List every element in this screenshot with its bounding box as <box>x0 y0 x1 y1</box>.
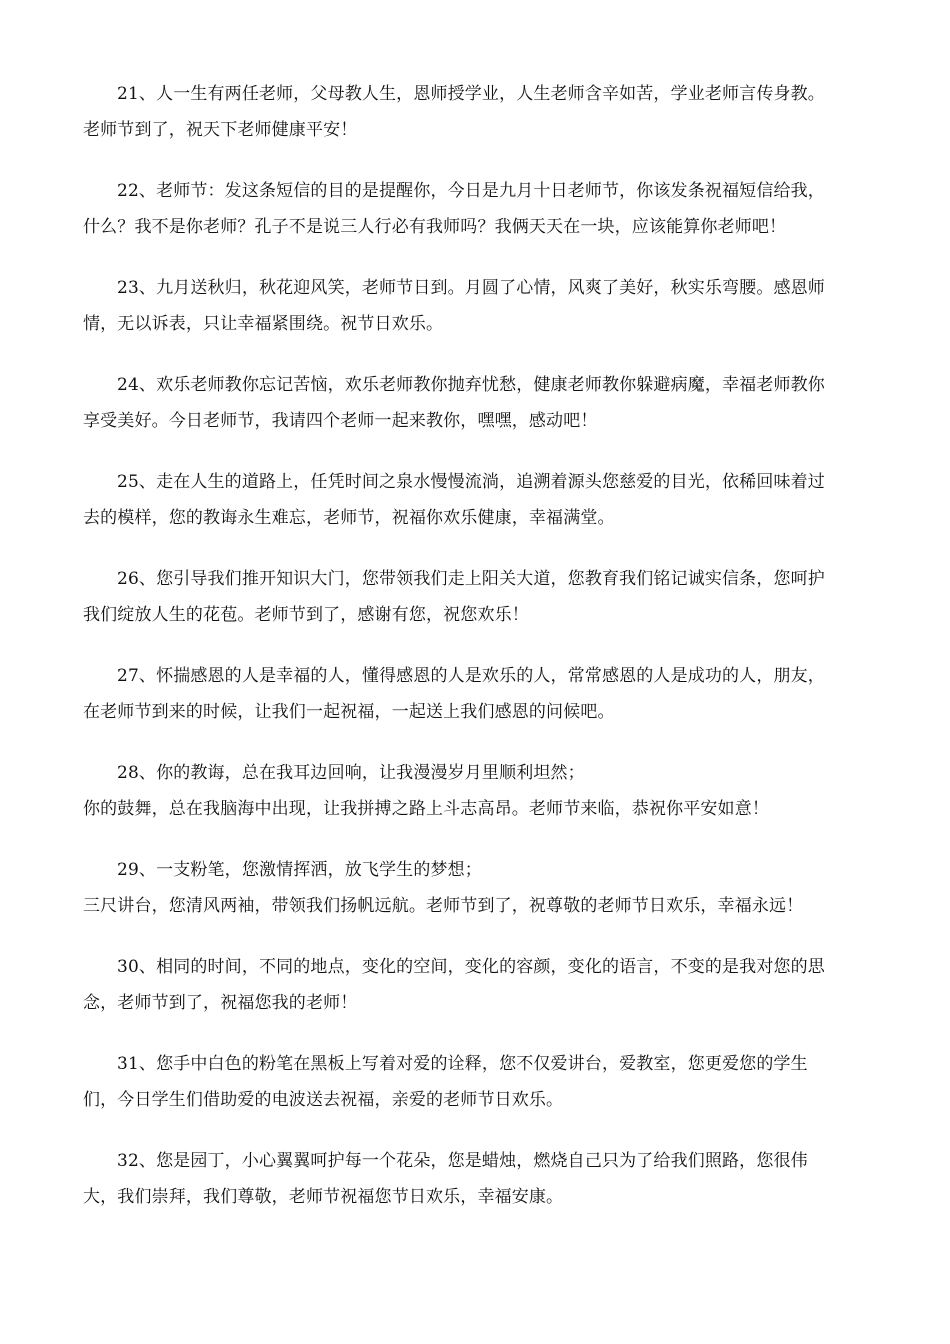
paragraph-line: 你的鼓舞，总在我脑海中出现，让我拼搏之路上斗志高昂。老师节来临，恭祝你平安如意！ <box>83 799 769 819</box>
paragraph-line: 26、您引导我们推开知识大门，您带领我们走上阳关大道，您教育我们铭记诚实信条，您呵护 <box>117 569 825 589</box>
paragraph-line: 享受美好。今日老师节，我请四个老师一起来教你，嘿嘿，感动吧！ <box>83 411 598 431</box>
document-body <box>83 76 863 1240</box>
paragraph-line: 25、走在人生的道路上，任凭时间之泉水慢慢流淌，追溯着源头您慈爱的目光，依稀回味着过 <box>117 472 825 492</box>
paragraph-28 <box>83 755 863 827</box>
paragraph-line: 24、欢乐老师教你忘记苦恼，欢乐老师教你抛弃忧愁，健康老师教你躲避病魔，幸福老师教你 <box>117 375 825 395</box>
paragraph-line: 去的模样，您的教诲永生难忘，老师节，祝福你欢乐健康，幸福满堂。 <box>83 508 615 528</box>
paragraph-25 <box>83 464 863 536</box>
paragraph-line: 情，无以诉表，只让幸福紧围绕。祝节日欢乐。 <box>83 314 444 334</box>
paragraph-26 <box>83 561 863 633</box>
paragraph-line: 我们绽放人生的花苞。老师节到了，感谢有您，祝您欢乐！ <box>83 605 529 625</box>
paragraph-21 <box>83 76 863 148</box>
paragraph-line: 30、相同的时间，不同的地点，变化的空间，变化的容颜，变化的语言，不变的是我对您的思 <box>117 957 825 977</box>
paragraph-22 <box>83 173 863 245</box>
paragraph-24 <box>83 367 863 439</box>
paragraph-line: 老师节到了，祝天下老师健康平安！ <box>83 120 358 140</box>
paragraph-line: 28、你的教诲，总在我耳边回响，让我漫漫岁月里顺利坦然； <box>117 763 585 783</box>
paragraph-line: 31、您手中白色的粉笔在黑板上写着对爱的诠释，您不仅爱讲台，爱教室，您更爱您的学生 <box>117 1054 808 1074</box>
paragraph-29 <box>83 852 863 924</box>
paragraph-line: 21、人一生有两任老师，父母教人生，恩师授学业，人生老师含辛如苦，学业老师言传身教。 <box>117 84 825 104</box>
paragraph-line: 大，我们崇拜，我们尊敬，老师节祝福您节日欢乐，幸福安康。 <box>83 1187 564 1207</box>
paragraph-line: 29、一支粉笔，您激情挥洒，放飞学生的梦想； <box>117 860 482 880</box>
paragraph-27 <box>83 658 863 730</box>
paragraph-23 <box>83 270 863 342</box>
paragraph-line: 念，老师节到了，祝福您我的老师！ <box>83 993 358 1013</box>
paragraph-32 <box>83 1143 863 1215</box>
paragraph-line: 22、老师节：发这条短信的目的是提醒你，今日是九月十日老师节，你该发条祝福短信给我， <box>117 181 825 201</box>
paragraph-line: 32、您是园丁，小心翼翼呵护每一个花朵，您是蜡烛，燃烧自己只为了给我们照路，您很伟 <box>117 1151 808 1171</box>
paragraph-line: 27、怀揣感恩的人是幸福的人，懂得感恩的人是欢乐的人，常常感恩的人是成功的人，朋友， <box>117 666 825 686</box>
paragraph-line: 什么？我不是你老师？孔子不是说三人行必有我师吗？我俩天天在一块，应该能算你老师吧！ <box>83 217 787 237</box>
paragraph-line: 在老师节到来的时候，让我们一起祝福，一起送上我们感恩的问候吧。 <box>83 702 615 722</box>
paragraph-line: 23、九月送秋归，秋花迎风笑，老师节日到。月圆了心情，风爽了美好，秋实乐弯腰。感恩师 <box>117 278 825 298</box>
paragraph-31 <box>83 1046 863 1118</box>
paragraph-line: 三尺讲台，您清风两袖，带领我们扬帆远航。老师节到了，祝尊敬的老师节日欢乐，幸福永远！ <box>83 896 804 916</box>
paragraph-30 <box>83 949 863 1021</box>
paragraph-line: 们，今日学生们借助爱的电波送去祝福，亲爱的老师节日欢乐。 <box>83 1090 564 1110</box>
